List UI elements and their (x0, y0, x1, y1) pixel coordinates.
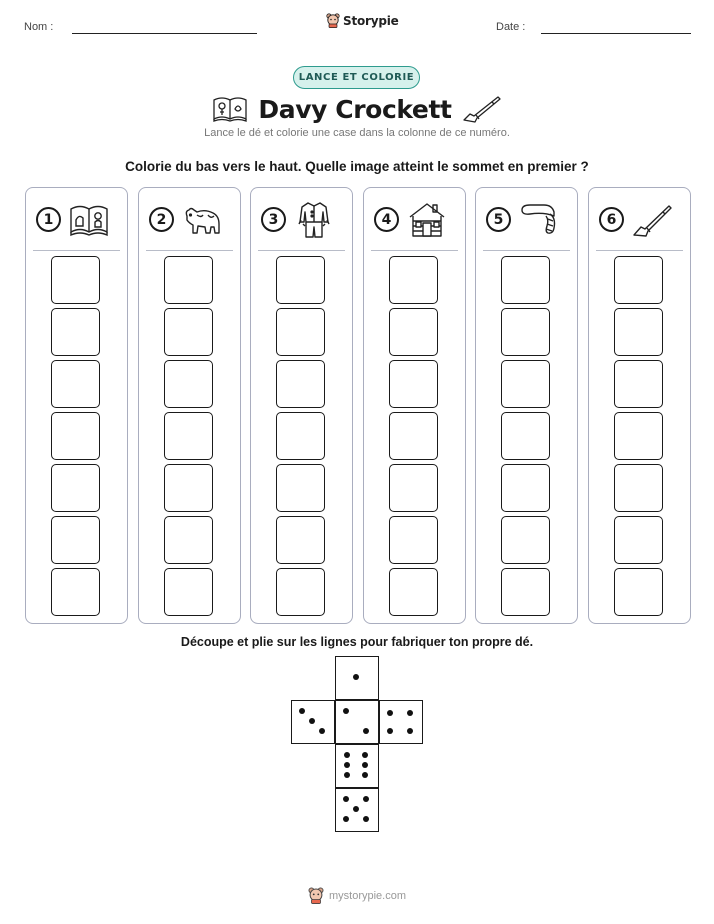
die-pip (343, 816, 349, 822)
die-pip (363, 796, 369, 802)
subtitle: Lance le dé et colorie une case dans la colonne de ce numéro. (204, 127, 510, 139)
color-cell[interactable] (51, 516, 100, 564)
color-cell[interactable] (51, 256, 100, 304)
color-cell[interactable] (276, 308, 325, 356)
color-cell[interactable] (614, 464, 663, 512)
column-divider (146, 250, 233, 251)
color-cell[interactable] (51, 412, 100, 460)
color-cell[interactable] (389, 256, 438, 304)
column-2 (138, 187, 241, 624)
column-header (364, 188, 465, 250)
color-cell[interactable] (51, 308, 100, 356)
color-cell[interactable] (501, 308, 550, 356)
color-cell[interactable] (51, 360, 100, 408)
color-cell[interactable] (501, 256, 550, 304)
color-cell[interactable] (164, 464, 213, 512)
die-face-6[interactable] (335, 744, 379, 788)
color-cell[interactable] (164, 568, 213, 616)
column-header (139, 188, 240, 250)
column-3 (250, 187, 353, 624)
column-number: 2 (149, 207, 174, 232)
column-number: 3 (261, 207, 286, 232)
column-number: 5 (486, 207, 511, 232)
die-pip (387, 710, 393, 716)
color-cell[interactable] (501, 464, 550, 512)
column-5 (475, 187, 578, 624)
die-pip (362, 762, 368, 768)
brand-logo (326, 13, 399, 28)
log-cabin-icon (406, 200, 448, 240)
die-pip (353, 674, 359, 680)
die-pip (344, 752, 350, 758)
bear-icon (181, 200, 223, 240)
storypie-mascot-icon (308, 887, 324, 904)
color-cell[interactable] (501, 516, 550, 564)
column-divider (258, 250, 345, 251)
color-cell[interactable] (614, 516, 663, 564)
page-title: Davy Crockett (258, 94, 452, 124)
color-cell[interactable] (276, 516, 325, 564)
die-face-1[interactable] (335, 656, 379, 700)
die-pip (407, 710, 413, 716)
die-pip (344, 762, 350, 768)
activity-badge: LANCE ET COLORIE (293, 66, 420, 89)
color-cell[interactable] (276, 568, 325, 616)
column-header (589, 188, 690, 250)
die-face-2[interactable] (335, 700, 379, 744)
die-face-4[interactable] (379, 700, 423, 744)
die-pip (362, 772, 368, 778)
color-cell[interactable] (389, 412, 438, 460)
date-label: Date : (496, 21, 526, 33)
rifle-icon (462, 94, 502, 124)
column-header (26, 188, 127, 250)
footer-url[interactable]: mystorypie.com (328, 889, 407, 902)
die-pip (362, 752, 368, 758)
color-cell[interactable] (614, 412, 663, 460)
color-cell[interactable] (389, 516, 438, 564)
column-divider (483, 250, 570, 251)
color-cell[interactable] (389, 308, 438, 356)
color-cell[interactable] (276, 360, 325, 408)
color-cell[interactable] (614, 360, 663, 408)
column-number: 1 (36, 207, 61, 232)
color-cell[interactable] (389, 360, 438, 408)
column-header (251, 188, 352, 250)
instruction-text: Colorie du bas vers le haut. Quelle image atteint le sommet en premier ? (125, 159, 589, 174)
footer (0, 887, 714, 904)
color-cell[interactable] (389, 568, 438, 616)
color-cell[interactable] (389, 464, 438, 512)
column-divider (596, 250, 683, 251)
die-face-5[interactable] (335, 788, 379, 832)
color-cell[interactable] (164, 360, 213, 408)
rifle-icon (631, 200, 673, 240)
cut-instruction: Découpe et plie sur les lignes pour fabriquer ton propre dé. (180, 635, 534, 649)
color-cell[interactable] (164, 256, 213, 304)
brand-name: Storypie (343, 13, 399, 28)
color-cell[interactable] (614, 568, 663, 616)
column-number: 6 (599, 207, 624, 232)
storybook-icon (68, 200, 110, 240)
buckskin-outfit-icon (293, 200, 335, 240)
color-cell[interactable] (51, 464, 100, 512)
die-pip (343, 708, 349, 714)
die-pip (299, 708, 305, 714)
die-pip (344, 772, 350, 778)
color-cell[interactable] (614, 308, 663, 356)
die-pip (353, 806, 359, 812)
color-cell[interactable] (614, 256, 663, 304)
color-cell[interactable] (164, 516, 213, 564)
color-cell[interactable] (164, 308, 213, 356)
die-pip (387, 728, 393, 734)
color-cell[interactable] (51, 568, 100, 616)
die-pip (363, 816, 369, 822)
color-cell[interactable] (276, 256, 325, 304)
column-6 (588, 187, 691, 624)
die-pip (343, 796, 349, 802)
column-number: 4 (374, 207, 399, 232)
name-label: Nom : (24, 21, 54, 33)
date-line[interactable] (541, 33, 691, 34)
die-pip (309, 718, 315, 724)
color-cell[interactable] (276, 412, 325, 460)
color-cell[interactable] (501, 568, 550, 616)
color-cell[interactable] (501, 360, 550, 408)
coonskin-cap-icon (518, 200, 560, 240)
color-cell[interactable] (276, 464, 325, 512)
column-divider (33, 250, 120, 251)
column-1 (25, 187, 128, 624)
die-pip (407, 728, 413, 734)
name-line[interactable] (72, 33, 257, 34)
die-pip (319, 728, 325, 734)
column-4 (363, 187, 466, 624)
column-divider (371, 250, 458, 251)
color-cell[interactable] (164, 412, 213, 460)
column-header (476, 188, 577, 250)
die-face-3[interactable] (291, 700, 335, 744)
color-cell[interactable] (501, 412, 550, 460)
storypie-mascot-icon (326, 13, 340, 28)
storybook-icon (212, 95, 248, 123)
title-row (0, 92, 714, 126)
die-pip (363, 728, 369, 734)
